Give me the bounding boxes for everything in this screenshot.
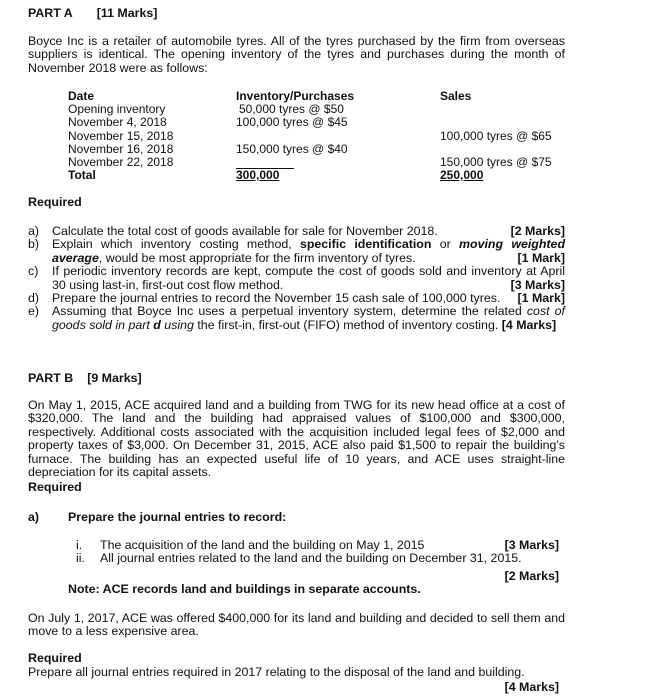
marks: [2 Marks] xyxy=(510,224,565,238)
final-question: Prepare all journal entries required in 2017 relating to the disposal of the land and building. xyxy=(28,665,525,679)
marks: [3 Marks] xyxy=(510,277,565,292)
item-italic: using xyxy=(160,317,194,332)
item-label: i. xyxy=(76,538,83,552)
item-text: Calculate the total cost of goods available for sale for November 2018. xyxy=(52,224,438,238)
date-cell: November 4, 2018 xyxy=(68,115,167,130)
sale-cell xyxy=(440,103,552,116)
subitem-i xyxy=(68,539,559,552)
item-label: a) xyxy=(28,510,40,524)
date-cell: November 15, 2018 xyxy=(68,128,174,143)
date-cell: Opening inventory xyxy=(68,102,166,117)
question-c xyxy=(28,265,565,292)
purchase-cell: 50,000 tyres @ $50 xyxy=(239,102,344,117)
sale-cell: 100,000 tyres @ $65 xyxy=(440,128,552,143)
required-heading-b2: Required xyxy=(28,651,82,665)
item-text: Prepare the journal entries to record: xyxy=(68,510,287,524)
marks: [2 Marks] xyxy=(504,568,559,583)
sale-total: 250,000 xyxy=(440,168,484,183)
required-heading-b: Required xyxy=(28,480,82,494)
header-sales: Sales xyxy=(440,89,472,103)
marks: [1 Mark] xyxy=(517,291,565,306)
item-text: All journal entries related to the land and the building on December 31, 2015. xyxy=(100,551,522,566)
question-b xyxy=(28,238,565,265)
marks: [1 Mark] xyxy=(517,250,565,265)
part-b-intro: On May 1, 2015, ACE acquired land and a building from TWG for its new head office at a cost of $320,000. The land and the building had appraised values of $100,000 and $300,000, respectively. Additional costs associated with the acquisition included legal fees of $2,000 and property taxes of $3,000. On December 31, 2015, ACE also paid $1,500 to repair the building's furnace. The building has an expected useful life of 10 years, and ACE uses straight-line depreciation for its capital assets. xyxy=(28,398,565,480)
item-text: the first-in, first-out (FIFO) method of inventory costing. xyxy=(193,317,499,332)
item-italic: cost of goods sold in part xyxy=(52,304,565,332)
item-label: b) xyxy=(28,237,40,252)
part-a-intro: Boyce Inc is a retailer of automobile tyres. All of the tyres purchased by the firm from overseas suppliers is identical. The opening inventory of the tyres and purchases during the month of November 2018 were as follows: xyxy=(28,34,565,75)
part-a-title: PART A xyxy=(28,6,73,20)
item-bold-italic: moving weighted average xyxy=(52,237,566,265)
item-label: ii. xyxy=(76,551,85,566)
date-cell: November 16, 2018 xyxy=(68,141,174,156)
part-a-marks: [11 Marks] xyxy=(96,6,158,20)
item-text: If periodic inventory records are kept, compute the cost of goods sold and inventory at April 30 using last-in, first-out cost flow method. xyxy=(52,264,565,292)
sale-cell: 150,000 tyres @ $75 xyxy=(440,154,552,169)
purchase-cell: 100,000 tyres @ $45 xyxy=(236,115,348,130)
date-total: Total xyxy=(68,168,96,183)
header-date: Date xyxy=(68,89,95,103)
note: Note: ACE records land and buildings in separate accounts. xyxy=(68,582,421,596)
date-column xyxy=(68,90,173,182)
item-label: c) xyxy=(28,264,39,279)
item-text: or xyxy=(431,237,459,252)
subitem-list xyxy=(68,539,559,583)
marks: [3 Marks] xyxy=(504,538,559,552)
item-text: , would be most appropriate for the firm inventory of tyres. xyxy=(98,250,416,265)
header-purchases: Inventory/Purchases xyxy=(236,89,355,103)
question-a xyxy=(28,225,565,238)
final-marks: [4 Marks] xyxy=(504,680,559,694)
item-text: The acquisition of the land and the building on May 1, 2015 xyxy=(100,538,425,552)
item-text: Assuming that Boyce Inc uses a perpetual inventory system, determine the related xyxy=(52,304,527,319)
item-label: d) xyxy=(28,291,40,306)
marks: [4 Marks] xyxy=(501,317,557,332)
purchase-cell: 150,000 tyres @ $40 xyxy=(236,141,348,156)
required-list xyxy=(28,225,565,332)
purchases-column xyxy=(236,90,354,182)
purchase-total: 300,000 xyxy=(236,168,280,183)
item-text: Explain which inventory costing method, xyxy=(52,237,300,252)
purchase-cell xyxy=(236,130,354,143)
item-bold: specific identification xyxy=(299,237,432,252)
item-text: Prepare the journal entries to record the November 15 cash sale of 100,000 tyres. xyxy=(52,291,501,306)
part-b-title: PART B xyxy=(28,371,74,385)
part-b-para2: On July 1, 2017, ACE was offered $400,000 for its land and building and decided to sell them and move to a less expensive area. xyxy=(28,611,565,639)
question-d xyxy=(28,292,565,305)
required-heading: Required xyxy=(28,195,82,209)
part-a-heading xyxy=(28,7,565,20)
sale-cell xyxy=(440,116,552,129)
date-cell: November 22, 2018 xyxy=(68,154,174,169)
part-b-a xyxy=(28,511,565,524)
item-label: e) xyxy=(28,304,40,319)
subitem-ii xyxy=(68,552,559,583)
item-label: a) xyxy=(28,224,40,238)
sale-cell xyxy=(440,143,552,156)
item-bold-italic: d xyxy=(153,317,161,332)
part-b-marks: [9 Marks] xyxy=(87,371,142,385)
question-e xyxy=(28,305,565,332)
part-b-heading xyxy=(28,372,565,385)
sales-column xyxy=(440,90,552,182)
